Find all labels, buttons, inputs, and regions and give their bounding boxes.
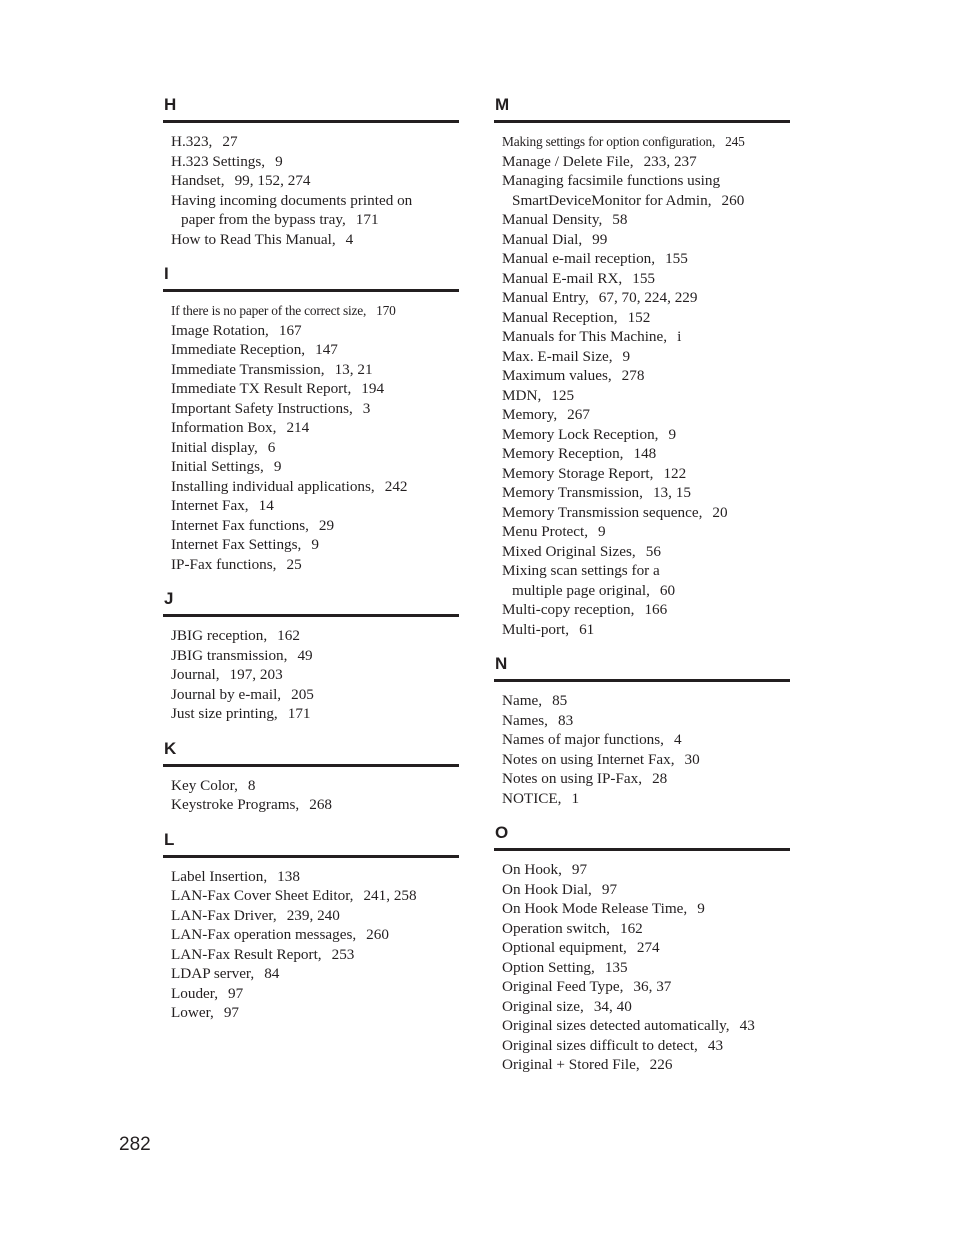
entry-pages: 97: [571, 861, 588, 878]
index-entry: [502, 1055, 790, 1075]
entry-term: Multi-copy reception,: [502, 601, 635, 618]
entry-list: [163, 626, 459, 724]
entry-pages: 245: [725, 134, 745, 149]
entry-term: JBIG transmission,: [171, 646, 288, 664]
section-letter: K: [164, 738, 177, 758]
entry-term: Image Rotation,: [171, 321, 269, 339]
index-entry: [502, 327, 790, 347]
index-entry: [502, 288, 790, 308]
entry-pages: 152: [627, 308, 651, 326]
section-letter: O: [495, 823, 509, 842]
entry-pages: 97: [228, 984, 244, 1002]
entry-term: Memory Transmission sequence,: [502, 503, 703, 521]
index-entry: [502, 977, 790, 997]
section-rule: [163, 614, 459, 617]
entry-pages: 138: [277, 867, 300, 885]
entry-list: [494, 860, 790, 1075]
index-entry: [171, 360, 459, 380]
entry-term: Initial Settings,: [171, 458, 264, 475]
entry-term: Internet Fax Settings,: [171, 536, 302, 553]
index-entry: [502, 366, 790, 386]
entry-term: JBIG reception,: [171, 627, 268, 644]
index-entry: [171, 399, 459, 419]
entry-pages: 8: [247, 776, 256, 794]
entry-pages: 239, 240: [286, 906, 340, 924]
index-section-o: [494, 822, 790, 1075]
entry-pages: 122: [663, 464, 687, 482]
entry-pages: 260: [366, 926, 389, 943]
entry-pages: 267: [567, 406, 590, 423]
entry-pages: 166: [644, 601, 668, 618]
entry-pages: 171: [355, 211, 379, 228]
index-entry: [502, 152, 790, 172]
index-entry: [171, 340, 459, 360]
entry-term: LAN-Fax Result Report,: [171, 945, 322, 963]
index-entry: [502, 425, 790, 445]
entry-term: Memory Storage Report,: [502, 464, 654, 482]
index-section-i: [163, 263, 459, 588]
entry-pages: 36, 37: [633, 978, 672, 995]
entry-term: Original + Stored File,: [502, 1056, 640, 1073]
index-column-right: [494, 94, 790, 1075]
entry-term: Notes on using IP-Fax,: [502, 770, 643, 787]
entry-pages: 6: [267, 438, 276, 456]
entry-pages: 60: [659, 581, 676, 599]
entry-pages: 162: [619, 919, 643, 937]
entry-term: Important Safety Instructions,: [171, 399, 353, 417]
index-entry: [502, 958, 790, 978]
entry-pages: 83: [557, 711, 574, 729]
index-entry: [502, 789, 790, 809]
entry-pages: 147: [315, 341, 338, 358]
section-letter: J: [164, 589, 174, 608]
index-entry: [502, 1036, 790, 1056]
index-entry: [502, 522, 790, 542]
entry-pages: 197, 203: [229, 666, 283, 683]
index-entry: [171, 685, 459, 705]
index-entry: [171, 418, 459, 438]
entry-term: Max. E-mail Size,: [502, 347, 613, 365]
section-letter: I: [164, 264, 169, 283]
index-entry: [502, 600, 790, 620]
index-entry: [502, 691, 790, 711]
entry-term: Manual e-mail reception,: [502, 250, 656, 267]
entry-pages: 4: [673, 731, 682, 748]
entry-pages: 9: [273, 458, 282, 475]
entry-pages: 9: [697, 900, 705, 917]
entry-pages: 14: [258, 497, 274, 514]
entry-pages: 99, 152, 274: [234, 172, 311, 189]
entry-term: Immediate TX Result Report,: [171, 380, 352, 397]
index-entry: [502, 464, 790, 484]
index-entry: [171, 379, 459, 399]
index-section-j: [163, 588, 459, 738]
entry-pages: 167: [278, 321, 302, 339]
index-entry: [171, 984, 459, 1004]
index-section-h: [163, 94, 459, 263]
index-entry: [171, 945, 459, 965]
index-entry: [171, 301, 459, 321]
entry-term: Operation switch,: [502, 919, 610, 937]
index-entry: [502, 620, 790, 640]
entry-pages: 242: [384, 477, 408, 495]
index-entry: [502, 919, 790, 939]
index-entry: [171, 230, 459, 250]
index-entry: [502, 230, 790, 250]
entry-term: Internet Fax functions,: [171, 516, 309, 534]
entry-term: Immediate Reception,: [171, 341, 306, 358]
entry-pages: 205: [291, 685, 314, 703]
section-rule: [494, 679, 790, 682]
entry-pages: 278: [621, 367, 645, 384]
entry-term: Managing facsimile functions using: [502, 172, 721, 189]
index-entry: [502, 171, 790, 210]
entry-term: Manage / Delete File,: [502, 152, 634, 170]
index-entry: [171, 776, 459, 796]
index-entry: [502, 880, 790, 900]
index-entry: [171, 964, 459, 984]
index-entry: [502, 405, 790, 425]
index-entry: [502, 249, 790, 269]
entry-term: Multi-port,: [502, 620, 570, 638]
section-rule: [163, 764, 459, 767]
entry-term: IP-Fax functions,: [171, 555, 277, 573]
entry-term: Manual E-mail RX,: [502, 269, 623, 287]
entry-term: LAN-Fax Driver,: [171, 906, 277, 924]
entry-term: Journal,: [171, 666, 220, 683]
index-entry: [171, 704, 459, 724]
entry-pages: 260: [721, 191, 745, 209]
index-entry: [502, 132, 790, 152]
index-entry: [502, 503, 790, 523]
entry-term: Initial display,: [171, 438, 258, 456]
index-column-left: [163, 94, 459, 1023]
section-rule: [494, 848, 790, 851]
index-entry: [171, 516, 459, 536]
index-entry: [502, 711, 790, 731]
index-entry: [502, 1016, 790, 1036]
section-rule: [494, 120, 790, 123]
index-entry: [171, 496, 459, 516]
entry-list: [163, 867, 459, 1023]
entry-term: Key Color,: [171, 776, 238, 794]
entry-pages: 3: [362, 399, 371, 417]
entry-pages: 9: [275, 152, 283, 170]
entry-term: Memory Lock Reception,: [502, 425, 659, 443]
entry-pages: 20: [712, 503, 728, 521]
entry-term: Handset,: [171, 172, 225, 189]
section-rule: [163, 120, 459, 123]
entry-pages: 148: [633, 445, 657, 462]
entry-term: Maximum values,: [502, 367, 612, 384]
entry-pages: 125: [551, 386, 575, 404]
entry-term: Original size,: [502, 997, 584, 1015]
index-entry: [171, 535, 459, 555]
index-entry: [171, 457, 459, 477]
entry-term-continued: [502, 191, 790, 211]
entry-pages: 135: [604, 958, 628, 976]
index-entry: [502, 386, 790, 406]
index-entry: [171, 925, 459, 945]
entry-pages: 97: [223, 1004, 240, 1021]
entry-term: Mixed Original Sizes,: [502, 542, 636, 560]
entry-term: Installing individual applications,: [171, 477, 375, 495]
entry-pages: 30: [684, 750, 700, 768]
index-section-l: [163, 829, 459, 1023]
entry-pages: 28: [652, 770, 668, 787]
entry-pages: 29: [318, 516, 335, 534]
entry-term-continuation: multiple page original,: [512, 581, 650, 599]
entry-pages: 84: [264, 965, 280, 982]
index-entry: [171, 646, 459, 666]
index-entry: [502, 269, 790, 289]
entry-pages: 97: [601, 880, 618, 898]
entry-term: Option Setting,: [502, 958, 595, 976]
entry-term: On Hook,: [502, 861, 562, 878]
entry-pages: 43: [707, 1036, 724, 1054]
entry-pages: 9: [598, 523, 606, 540]
index-entry: [502, 308, 790, 328]
entry-term: Names of major functions,: [502, 731, 664, 748]
index-entry: [171, 132, 459, 152]
entry-term: H.323 Settings,: [171, 152, 266, 170]
entry-pages: 241, 258: [363, 887, 417, 904]
entry-pages: 268: [309, 796, 333, 813]
entry-term: Label Insertion,: [171, 867, 268, 885]
entry-pages: 13, 15: [652, 484, 691, 501]
index-entry: [502, 542, 790, 562]
entry-term: Names,: [502, 711, 548, 729]
entry-term: Immediate Transmission,: [171, 360, 325, 378]
index-entry: [171, 886, 459, 906]
entry-list: [494, 132, 790, 639]
index-entry: [171, 477, 459, 497]
index-entry: [171, 906, 459, 926]
entry-pages: 171: [287, 705, 311, 722]
section-letter: M: [495, 95, 510, 114]
entry-term: Memory Reception,: [502, 445, 624, 462]
index-entry: [502, 938, 790, 958]
index-section-n: [494, 653, 790, 822]
entry-term: Original sizes detected automatically,: [502, 1017, 730, 1034]
index-entry: [502, 444, 790, 464]
entry-term: Information Box,: [171, 419, 277, 436]
entry-term: Memory,: [502, 406, 558, 423]
entry-pages: 155: [665, 250, 688, 267]
section-letter: L: [164, 829, 175, 849]
index-entry: [171, 191, 459, 230]
entry-pages: 4: [345, 230, 354, 248]
entry-term: LDAP server,: [171, 965, 255, 982]
index-entry: [502, 750, 790, 770]
entry-term: Menu Protect,: [502, 523, 589, 540]
entry-term: LAN-Fax operation messages,: [171, 926, 357, 943]
index-entry: [502, 899, 790, 919]
entry-term: Keystroke Programs,: [171, 796, 300, 813]
index-section-m: [494, 94, 790, 653]
index-entry: [171, 438, 459, 458]
entry-pages: 1: [571, 789, 580, 807]
entry-pages: 49: [297, 646, 313, 664]
entry-term-continuation: SmartDeviceMonitor for Admin,: [512, 191, 712, 209]
entry-pages: 56: [645, 542, 661, 560]
entry-pages: 9: [622, 347, 631, 365]
entry-term: NOTICE,: [502, 789, 562, 807]
entry-term: Having incoming documents printed on: [171, 191, 413, 209]
entry-pages: 214: [286, 419, 310, 436]
index-entry: [171, 795, 459, 815]
entry-term: Manuals for This Machine,: [502, 328, 668, 345]
entry-term: Memory Transmission,: [502, 484, 643, 501]
entry-pages: 67, 70, 224, 229: [598, 289, 698, 306]
entry-pages: 34, 40: [593, 997, 632, 1015]
index-section-k: [163, 738, 459, 829]
index-entry: [502, 347, 790, 367]
entry-pages: 58: [612, 211, 628, 228]
index-entry: [502, 860, 790, 880]
entry-pages: 253: [331, 945, 355, 963]
section-rule: [163, 855, 459, 858]
entry-term: Making settings for option configuration,: [502, 134, 716, 149]
entry-term: Optional equipment,: [502, 939, 627, 956]
page-number: 282: [119, 1134, 151, 1155]
index-entry: [502, 769, 790, 789]
entry-term: H.323,: [171, 133, 213, 150]
entry-pages: 194: [361, 380, 385, 397]
entry-term: Original sizes difficult to detect,: [502, 1036, 698, 1054]
index-entry: [171, 171, 459, 191]
entry-pages: 25: [286, 555, 302, 573]
index-entry: [171, 152, 459, 172]
entry-term: MDN,: [502, 386, 542, 404]
entry-list: [494, 691, 790, 808]
entry-pages: 170: [376, 303, 396, 318]
entry-term: Lower,: [171, 1004, 214, 1021]
entry-term: Manual Density,: [502, 211, 603, 228]
entry-pages: i: [677, 328, 682, 345]
index-entry: [171, 555, 459, 575]
index-entry: [502, 483, 790, 503]
entry-pages: 13, 21: [334, 360, 373, 378]
entry-pages: 99: [592, 230, 608, 248]
entry-pages: 85: [552, 692, 568, 709]
entry-term: Original Feed Type,: [502, 978, 624, 995]
entry-pages: 9: [311, 536, 319, 553]
index-entry: [171, 321, 459, 341]
index-entry: [502, 730, 790, 750]
entry-list: [163, 132, 459, 249]
index-entry: [502, 561, 790, 600]
entry-term: Manual Entry,: [502, 289, 589, 306]
section-letter: H: [164, 95, 177, 114]
index-entry: [502, 997, 790, 1017]
entry-term: Name,: [502, 692, 543, 709]
index-entry: [171, 1003, 459, 1023]
entry-term: Manual Dial,: [502, 230, 583, 248]
index-entry: [171, 665, 459, 685]
entry-pages: 61: [579, 620, 595, 638]
index-entry: [502, 210, 790, 230]
entry-pages: 226: [649, 1056, 673, 1073]
entry-term: Louder,: [171, 984, 219, 1002]
entry-term-continued: [171, 210, 459, 230]
entry-term: Journal by e-mail,: [171, 685, 282, 703]
entry-term: How to Read This Manual,: [171, 230, 336, 248]
index-entry: [171, 867, 459, 887]
entry-list: [163, 776, 459, 815]
entry-pages: 233, 237: [643, 152, 697, 170]
section-letter: N: [495, 654, 508, 673]
entry-term: On Hook Mode Release Time,: [502, 900, 688, 917]
entry-pages: 27: [222, 133, 238, 150]
entry-list: [163, 301, 459, 574]
entry-term-continuation: paper from the bypass tray,: [181, 211, 346, 228]
entry-term: Notes on using Internet Fax,: [502, 750, 675, 768]
entry-term: Internet Fax,: [171, 497, 249, 514]
index-entry: [171, 626, 459, 646]
section-rule: [163, 289, 459, 292]
entry-pages: 43: [739, 1017, 755, 1034]
entry-term: If there is no paper of the correct size,: [171, 303, 367, 318]
entry-pages: 274: [636, 939, 660, 956]
entry-term: LAN-Fax Cover Sheet Editor,: [171, 887, 354, 904]
entry-term: Manual Reception,: [502, 308, 618, 326]
entry-term: On Hook Dial,: [502, 880, 592, 898]
entry-pages: 155: [632, 269, 655, 287]
entry-term-continued: [502, 581, 790, 601]
entry-pages: 9: [668, 425, 677, 443]
entry-term: Mixing scan settings for a: [502, 562, 660, 579]
entry-term: Just size printing,: [171, 705, 278, 722]
entry-pages: 162: [277, 627, 300, 644]
